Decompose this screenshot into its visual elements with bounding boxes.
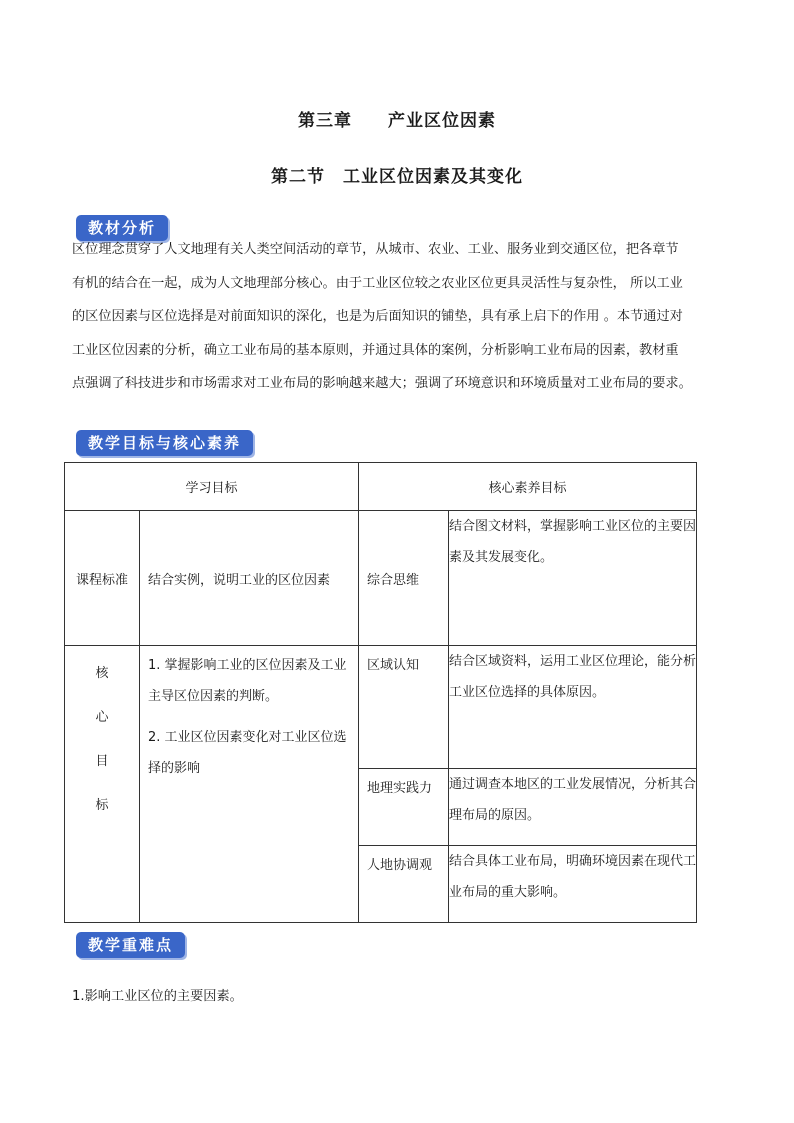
literacy-name: 人地协调观 (359, 846, 449, 923)
analysis-paragraph (72, 233, 724, 401)
literacy-name: 综合思维 (359, 511, 449, 646)
course-standard-text: 结合实例，说明工业的区位因素 (140, 511, 359, 646)
literacy-desc: 结合具体工业布局，明确环境因素在现代工业布局的重大影响。 (449, 846, 697, 923)
core-goal-char: 心 (95, 710, 109, 725)
objectives-table (64, 462, 697, 923)
literacy-desc: 结合图文材料，掌握影响工业区位的主要因素及其发展变化。 (449, 511, 697, 646)
literacy-name: 地理实践力 (359, 769, 449, 846)
analysis-line: 点强调了科技进步和市场需求对工业布局的影响越来越大；强调了环境意识和环境质量对工业布局的要求。 (72, 376, 692, 391)
literacy-desc: 通过调查本地区的工业发展情况，分析其合理布局的原因。 (449, 769, 697, 846)
core-goal-char: 核 (95, 666, 109, 681)
badge-goals-literacy: 教学目标与核心素养 (76, 430, 253, 456)
section-title: 第二节 工业区位因素及其变化 (271, 167, 523, 187)
core-objective-item: 1. 掌握影响工业的区位因素及工业主导区位因素的判断。 (148, 658, 347, 704)
analysis-line: 区位理念贯穿了人文地理有关人类空间活动的章节，从城市、农业、工业、服务业到交通区位，把各章节 (72, 242, 679, 257)
core-goal-label (65, 646, 140, 923)
key-point-item: 1.影响工业区位的主要因素。 (72, 989, 243, 1004)
literacy-name: 区域认知 (359, 646, 449, 769)
chapter-title: 第三章 产业区位因素 (298, 111, 496, 131)
header-core-literacy: 核心素养目标 (359, 463, 697, 511)
course-standard-label: 课程标准 (65, 511, 140, 646)
analysis-line: 有机的结合在一起，成为人文地理部分核心。由于工业区位较之农业区位更具灵活性与复杂性， 所以工业 (72, 275, 683, 291)
badge-textbook-analysis: 教材分析 (76, 215, 168, 241)
core-objectives-cell (140, 646, 359, 923)
header-learning-goals: 学习目标 (65, 463, 359, 511)
literacy-desc: 结合区域资料，运用工业区位理论，能分析工业区位选择的具体原因。 (449, 646, 697, 769)
analysis-line: 工业区位因素的分析，确立工业布局的基本原则，并通过具体的案例，分析影响工业布局的因素，教材重 (72, 342, 679, 358)
core-goal-char: 标 (95, 798, 109, 813)
badge-key-difficult-points: 教学重难点 (76, 932, 185, 958)
core-objective-item: 2. 工业区位因素变化对工业区位选择的影响 (148, 730, 347, 776)
analysis-line: 的区位因素与区位选择是对前面知识的深化，也是为后面知识的铺垫，具有承上启下的作用 。本节通过对 (72, 309, 683, 324)
core-goal-char: 目 (95, 754, 109, 769)
